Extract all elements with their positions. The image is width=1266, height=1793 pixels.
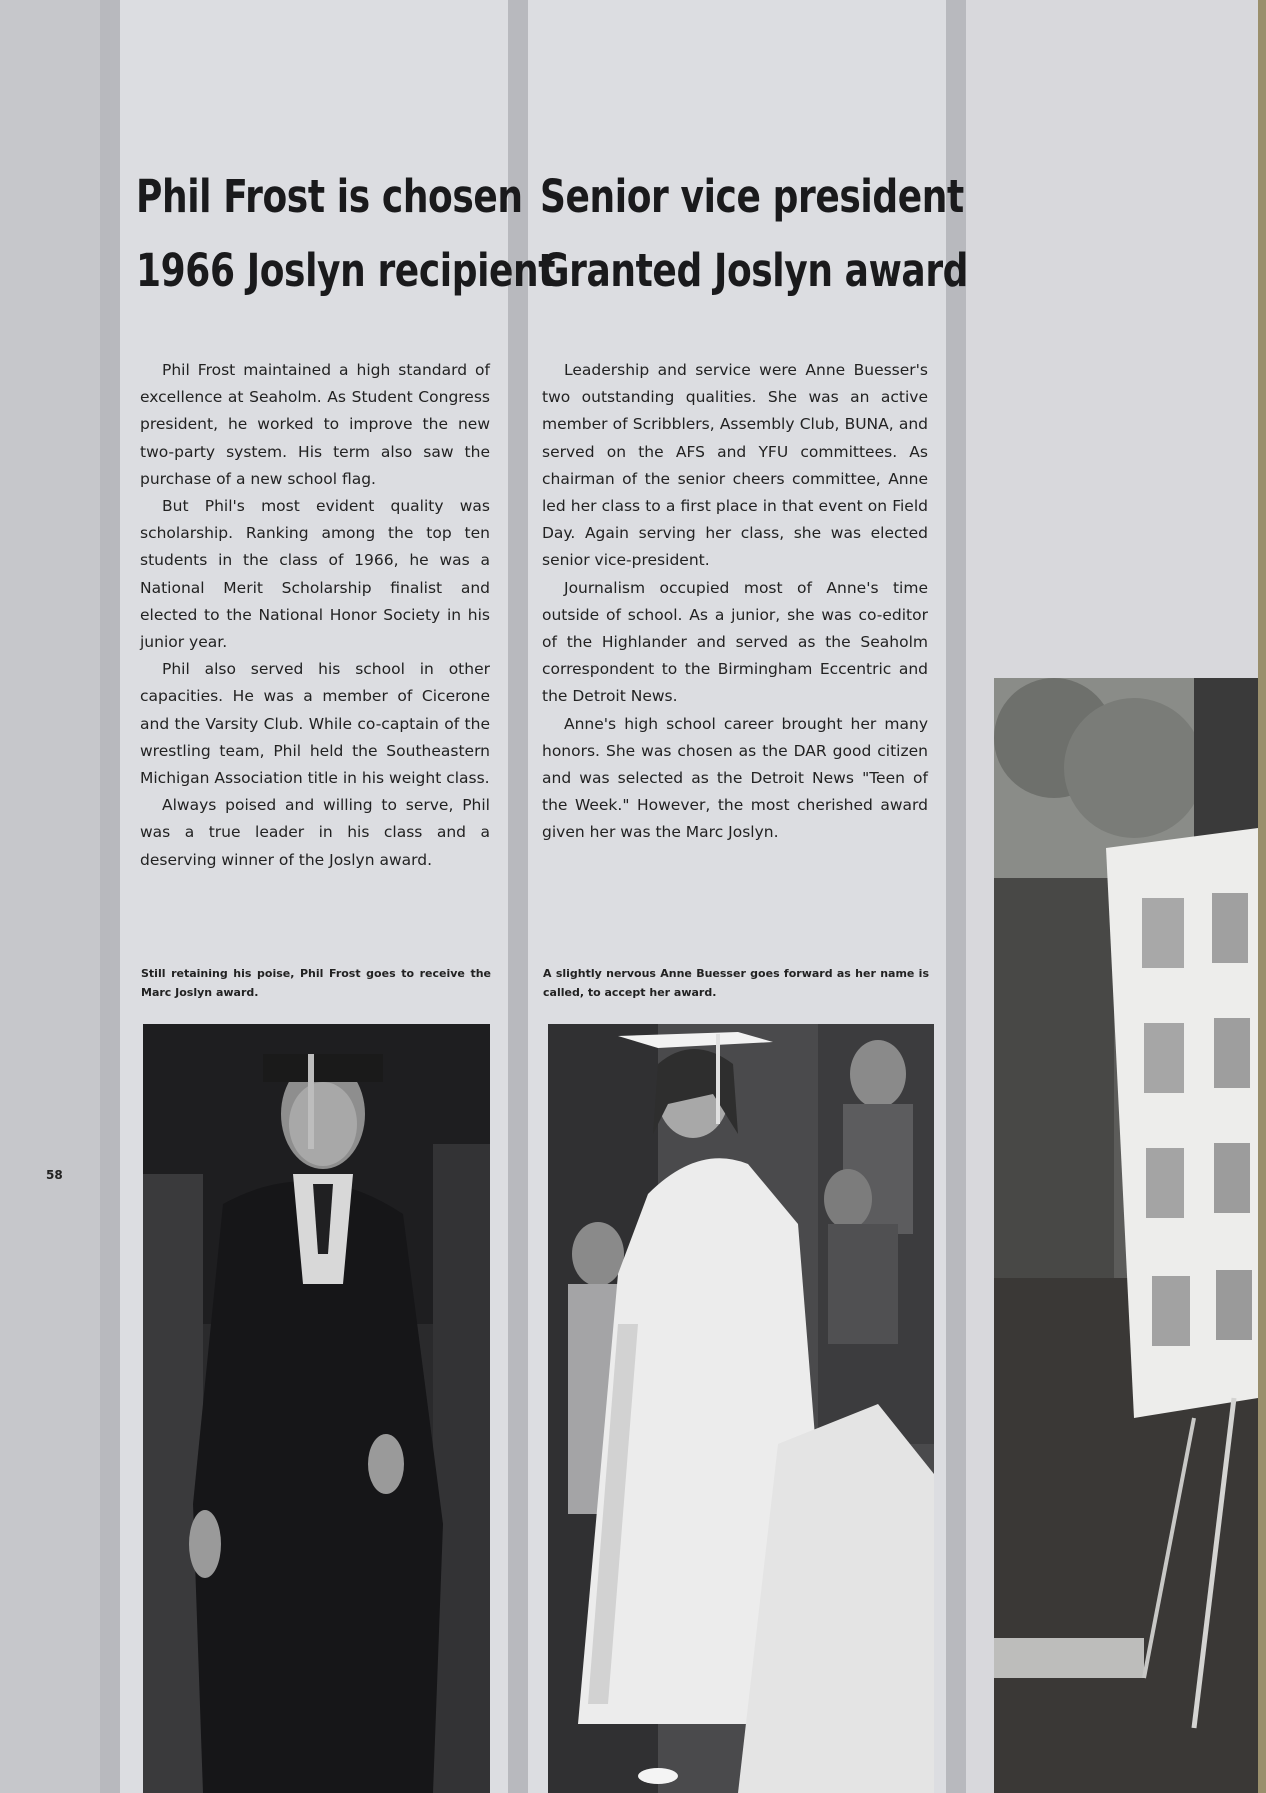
phil-frost-photo — [143, 1024, 490, 1793]
left-photo-caption: Still retaining his poise, Phil Frost goes to receive the Marc Joslyn award. — [141, 967, 491, 999]
left-article-body — [140, 357, 490, 874]
right-article-body — [542, 357, 928, 847]
right-paragraph-3: Anne's high school career brought her many honors. She was chosen as the DAR good citizen and was selected as the Detroit News "Teen of the Week." However, the most cherished award given her was the Marc Joslyn. — [542, 714, 928, 842]
right-headline-line1: Senior vice president — [540, 170, 964, 223]
anne-buesser-photo-image — [548, 1024, 934, 1793]
left-paragraph-2: But Phil's most evident quality was scholarship. Ranking among the top ten students in the class of 1966, he was a National Merit Scholarship finalist and elected to the National Honor Society in his junior year. — [140, 497, 490, 652]
right-headline-line2: Granted Joslyn award — [540, 244, 969, 297]
left-paragraph-1: Phil Frost maintained a high standard of excellence at Seaholm. As Student Congress president, he worked to improve the new two-party system. His term also saw the purchase of a new school flag. — [140, 361, 490, 488]
left-margin — [0, 0, 100, 1793]
binding-edge — [1258, 0, 1266, 1793]
left-headline — [136, 160, 555, 308]
plaque-display-photo — [994, 678, 1258, 1793]
page-number: 58 — [46, 1168, 63, 1182]
left-headline-line1: Phil Frost is chosen — [136, 170, 523, 223]
right-headline — [540, 160, 968, 308]
right-paragraph-2: Journalism occupied most of Anne's time outside of school. As a junior, she was co-editor of the Highlander and served as the Seaholm correspondent to the Birmingham Eccentric and the Detroit News. — [542, 578, 928, 706]
phil-frost-photo-image — [143, 1024, 490, 1793]
left-paragraph-3: Phil also served his school in other capacities. He was a member of Cicerone and the Varsity Club. While co-captain of the wrestling team, Phil held the Southeastern Michigan Association title in his weight class. — [140, 660, 490, 788]
anne-buesser-photo — [548, 1024, 934, 1793]
right-paragraph-1: Leadership and service were Anne Buesser's two outstanding qualities. She was an active member of Scribblers, Assembly Club, BUNA, and served on the AFS and YFU committees. As chairman of the senior cheers committee, Anne led her class to a first place in that event on Field Day. Again serving her class, she was elected senior vice-president. — [542, 361, 928, 570]
left-paragraph-4: Always poised and willing to serve, Phil was a true leader in his class and a deserving winner of the Joslyn award. — [140, 796, 490, 869]
plaque-display-image — [994, 678, 1258, 1793]
right-photo-caption: A slightly nervous Anne Buesser goes forward as her name is called, to accept her award. — [543, 967, 929, 999]
left-headline-line2: 1966 Joslyn recipient — [136, 244, 556, 297]
